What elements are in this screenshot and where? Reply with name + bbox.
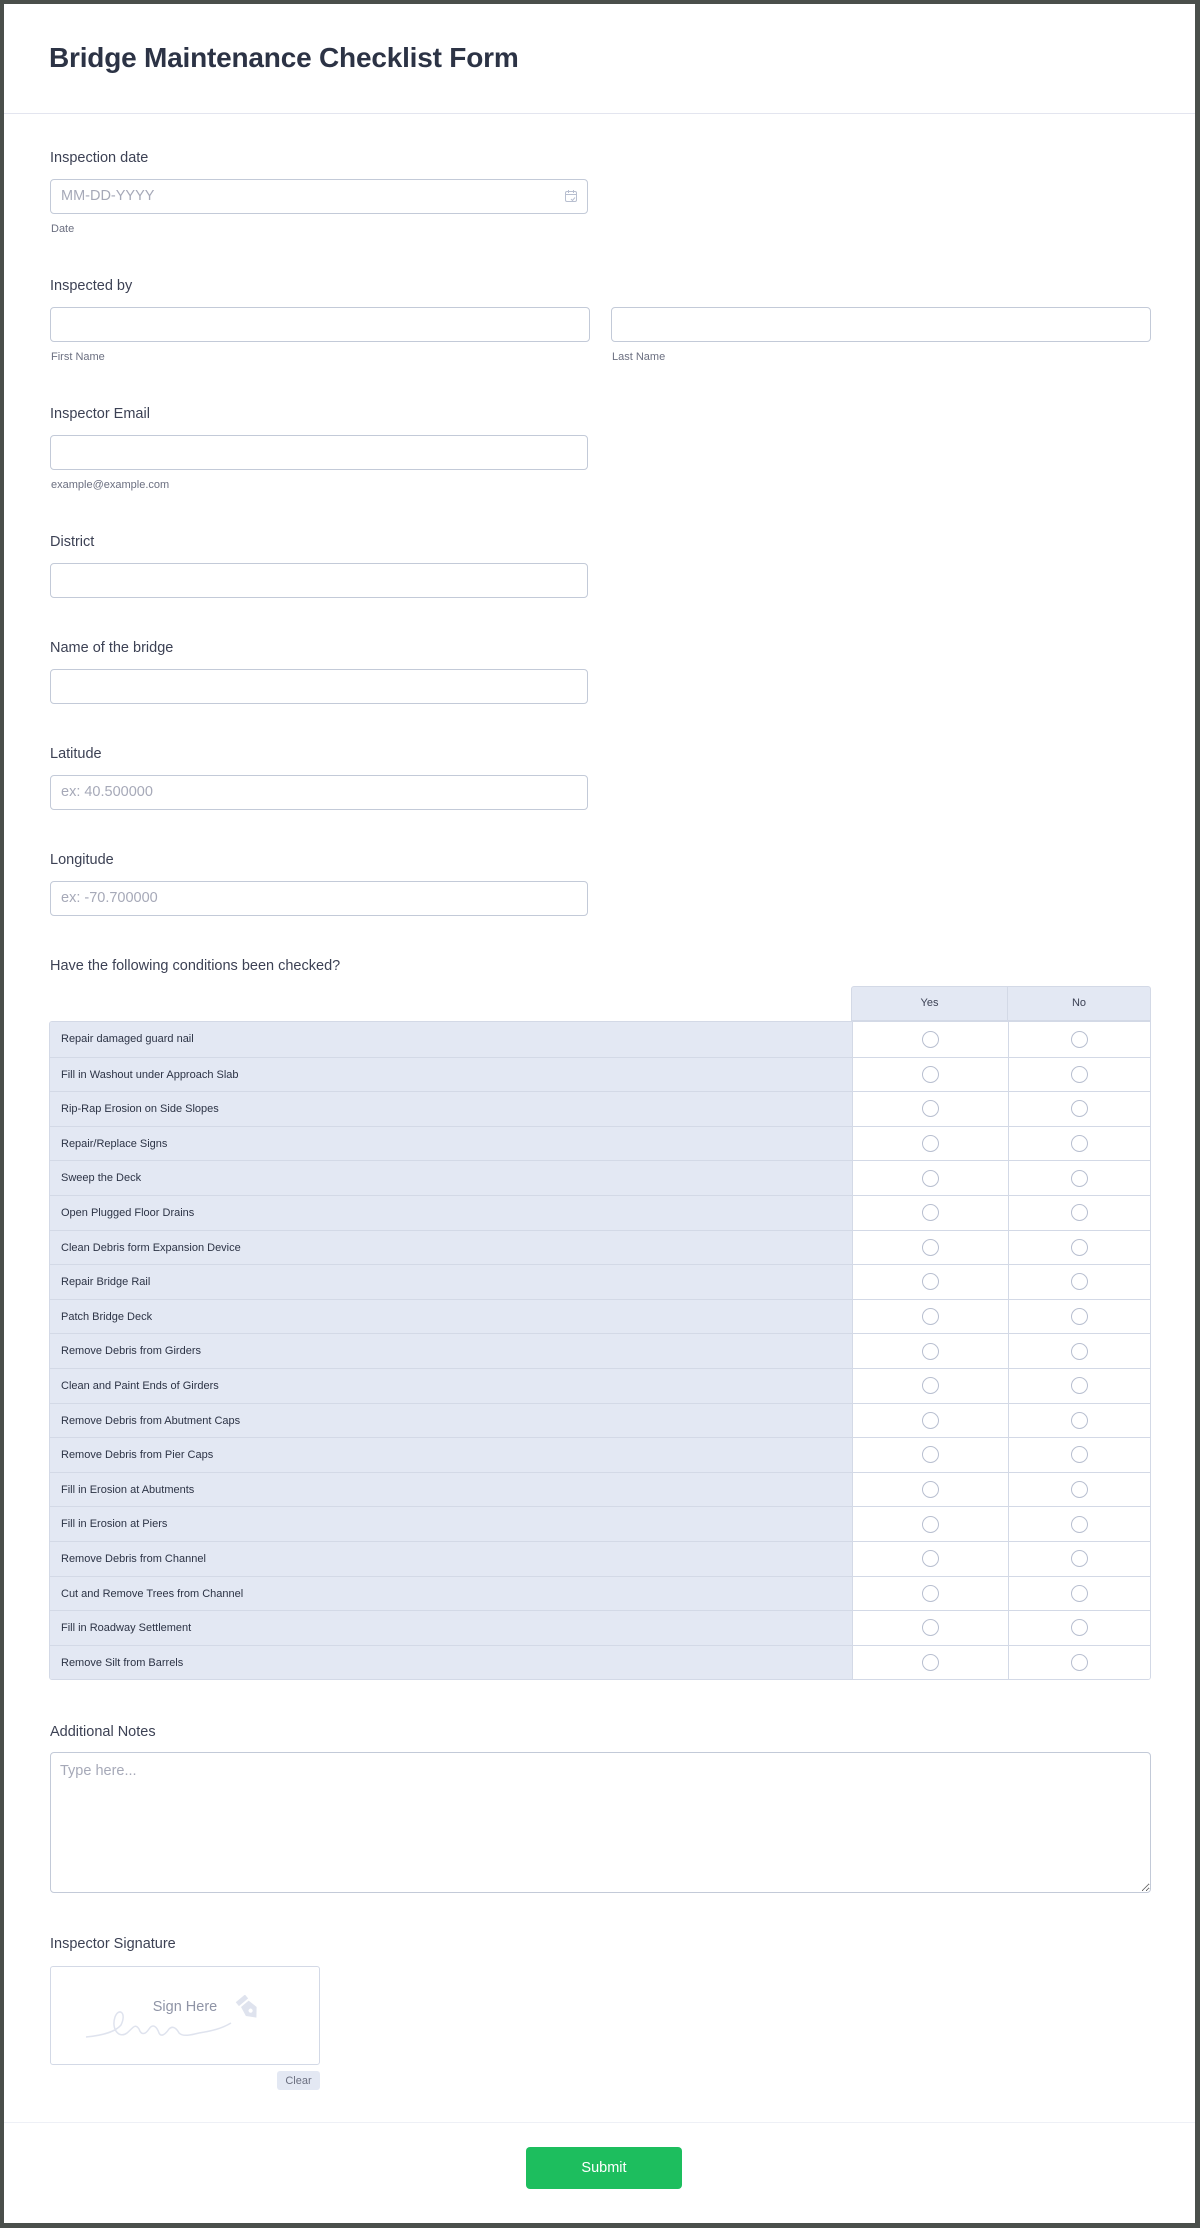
matrix-row: [50, 1437, 1150, 1472]
matrix-row-label: Fill in Erosion at Piers: [50, 1507, 852, 1541]
radio-no[interactable]: [1071, 1516, 1088, 1533]
last-name-sublabel: Last Name: [612, 351, 666, 363]
radio-yes[interactable]: [922, 1481, 939, 1498]
matrix-row-label: Remove Debris from Girders: [50, 1334, 852, 1368]
notes-label: Additional Notes: [50, 1724, 156, 1740]
calendar-icon[interactable]: [564, 189, 578, 203]
radio-no[interactable]: [1071, 1550, 1088, 1567]
radio-no[interactable]: [1071, 1343, 1088, 1360]
inspection-date-sublabel: Date: [51, 223, 75, 235]
inspector-email-sublabel: example@example.com: [51, 479, 170, 491]
inspection-date-input[interactable]: [50, 179, 588, 214]
matrix-label: Have the following conditions been checked?: [50, 958, 341, 974]
radio-no[interactable]: [1071, 1377, 1088, 1394]
radio-no[interactable]: [1071, 1135, 1088, 1152]
signature-pad[interactable]: [50, 1966, 320, 2065]
radio-no[interactable]: [1071, 1308, 1088, 1325]
inspector-email-label: Inspector Email: [50, 406, 150, 422]
matrix-row: [50, 1160, 1150, 1195]
radio-no[interactable]: [1071, 1239, 1088, 1256]
conditions-matrix: [49, 1021, 1151, 1680]
radio-no[interactable]: [1071, 1066, 1088, 1083]
radio-yes[interactable]: [922, 1100, 939, 1117]
radio-yes[interactable]: [922, 1308, 939, 1325]
matrix-row-label: Rip-Rap Erosion on Side Slopes: [50, 1092, 852, 1126]
radio-no[interactable]: [1071, 1585, 1088, 1602]
form-container: [4, 4, 1195, 2223]
matrix-row-label: Clean and Paint Ends of Girders: [50, 1369, 852, 1403]
inspection-date-placeholder: MM-DD-YYYY: [61, 188, 155, 204]
signature-scribble-icon: [81, 1995, 301, 2045]
radio-no[interactable]: [1071, 1446, 1088, 1463]
matrix-column-no: No: [1007, 986, 1151, 1021]
matrix-row: [50, 1091, 1150, 1126]
matrix-row-label: Repair Bridge Rail: [50, 1265, 852, 1299]
first-name-sublabel: First Name: [51, 351, 105, 363]
bridge-name-input[interactable]: [50, 669, 588, 704]
radio-yes[interactable]: [922, 1550, 939, 1567]
matrix-column-yes: Yes: [851, 986, 1008, 1021]
matrix-row: [50, 1333, 1150, 1368]
clear-signature-button[interactable]: Clear: [277, 2071, 320, 2090]
radio-no[interactable]: [1071, 1654, 1088, 1671]
matrix-row: [50, 1403, 1150, 1438]
matrix-row: [50, 1264, 1150, 1299]
last-name-input[interactable]: [611, 307, 1151, 342]
longitude-label: Longitude: [50, 852, 114, 868]
bridge-name-label: Name of the bridge: [50, 640, 174, 656]
radio-no[interactable]: [1071, 1412, 1088, 1429]
radio-no[interactable]: [1071, 1170, 1088, 1187]
matrix-row-label: Patch Bridge Deck: [50, 1300, 852, 1334]
matrix-row-label: Clean Debris form Expansion Device: [50, 1231, 852, 1265]
radio-yes[interactable]: [922, 1066, 939, 1083]
radio-yes[interactable]: [922, 1170, 939, 1187]
matrix-row: [50, 1057, 1150, 1092]
inspection-date-label: Inspection date: [50, 150, 149, 166]
matrix-row-label: Repair/Replace Signs: [50, 1127, 852, 1161]
radio-no[interactable]: [1071, 1100, 1088, 1117]
matrix-row-label: Cut and Remove Trees from Channel: [50, 1577, 852, 1611]
matrix-row: [50, 1645, 1150, 1680]
radio-yes[interactable]: [922, 1446, 939, 1463]
form-title: Bridge Maintenance Checklist Form: [49, 42, 519, 73]
matrix-row-label: Remove Debris from Abutment Caps: [50, 1404, 852, 1438]
matrix-row: [50, 1126, 1150, 1161]
matrix-row: [50, 1610, 1150, 1645]
district-label: District: [50, 534, 95, 550]
matrix-row-label: Open Plugged Floor Drains: [50, 1196, 852, 1230]
radio-yes[interactable]: [922, 1135, 939, 1152]
longitude-placeholder: ex: -70.700000: [61, 890, 158, 906]
matrix-row-label: Sweep the Deck: [50, 1161, 852, 1195]
matrix-row: [50, 1299, 1150, 1334]
submit-button[interactable]: Submit: [526, 2147, 682, 2189]
matrix-row-label: Fill in Erosion at Abutments: [50, 1473, 852, 1507]
inspector-email-input[interactable]: [50, 435, 588, 470]
radio-yes[interactable]: [922, 1585, 939, 1602]
first-name-input[interactable]: [50, 307, 590, 342]
longitude-input[interactable]: [50, 881, 588, 916]
radio-no[interactable]: [1071, 1619, 1088, 1636]
matrix-row: [50, 1576, 1150, 1611]
latitude-label: Latitude: [50, 746, 102, 762]
radio-yes[interactable]: [922, 1377, 939, 1394]
radio-no[interactable]: [1071, 1204, 1088, 1221]
matrix-row: [50, 1472, 1150, 1507]
radio-yes[interactable]: [922, 1204, 939, 1221]
matrix-row: [50, 1230, 1150, 1265]
matrix-row-label: Remove Debris from Pier Caps: [50, 1438, 852, 1472]
matrix-row-label: Remove Silt from Barrels: [50, 1646, 852, 1680]
matrix-row: [50, 1368, 1150, 1403]
matrix-row: [50, 1022, 1150, 1057]
matrix-row: [50, 1541, 1150, 1576]
radio-yes[interactable]: [922, 1031, 939, 1048]
latitude-input[interactable]: [50, 775, 588, 810]
radio-no[interactable]: [1071, 1481, 1088, 1498]
matrix-row-label: Repair damaged guard nail: [50, 1022, 852, 1057]
matrix-row: [50, 1195, 1150, 1230]
sign-here-text: Sign Here: [152, 1999, 218, 2015]
radio-yes[interactable]: [922, 1619, 939, 1636]
footer-divider: [4, 2122, 1195, 2123]
radio-yes[interactable]: [922, 1343, 939, 1360]
radio-yes[interactable]: [922, 1412, 939, 1429]
form-header: [4, 4, 1195, 114]
radio-yes[interactable]: [922, 1239, 939, 1256]
radio-yes[interactable]: [922, 1516, 939, 1533]
district-input[interactable]: [50, 563, 588, 598]
inspected-by-label: Inspected by: [50, 278, 133, 294]
matrix-row-label: Fill in Washout under Approach Slab: [50, 1058, 852, 1092]
radio-yes[interactable]: [922, 1654, 939, 1671]
matrix-row-label: Remove Debris from Channel: [50, 1542, 852, 1576]
radio-no[interactable]: [1071, 1031, 1088, 1048]
latitude-placeholder: ex: 40.500000: [61, 784, 153, 800]
matrix-row-label: Fill in Roadway Settlement: [50, 1611, 852, 1645]
notes-textarea[interactable]: [50, 1752, 1151, 1893]
radio-no[interactable]: [1071, 1273, 1088, 1290]
signature-label: Inspector Signature: [50, 1936, 176, 1952]
matrix-row: [50, 1506, 1150, 1541]
radio-yes[interactable]: [922, 1273, 939, 1290]
